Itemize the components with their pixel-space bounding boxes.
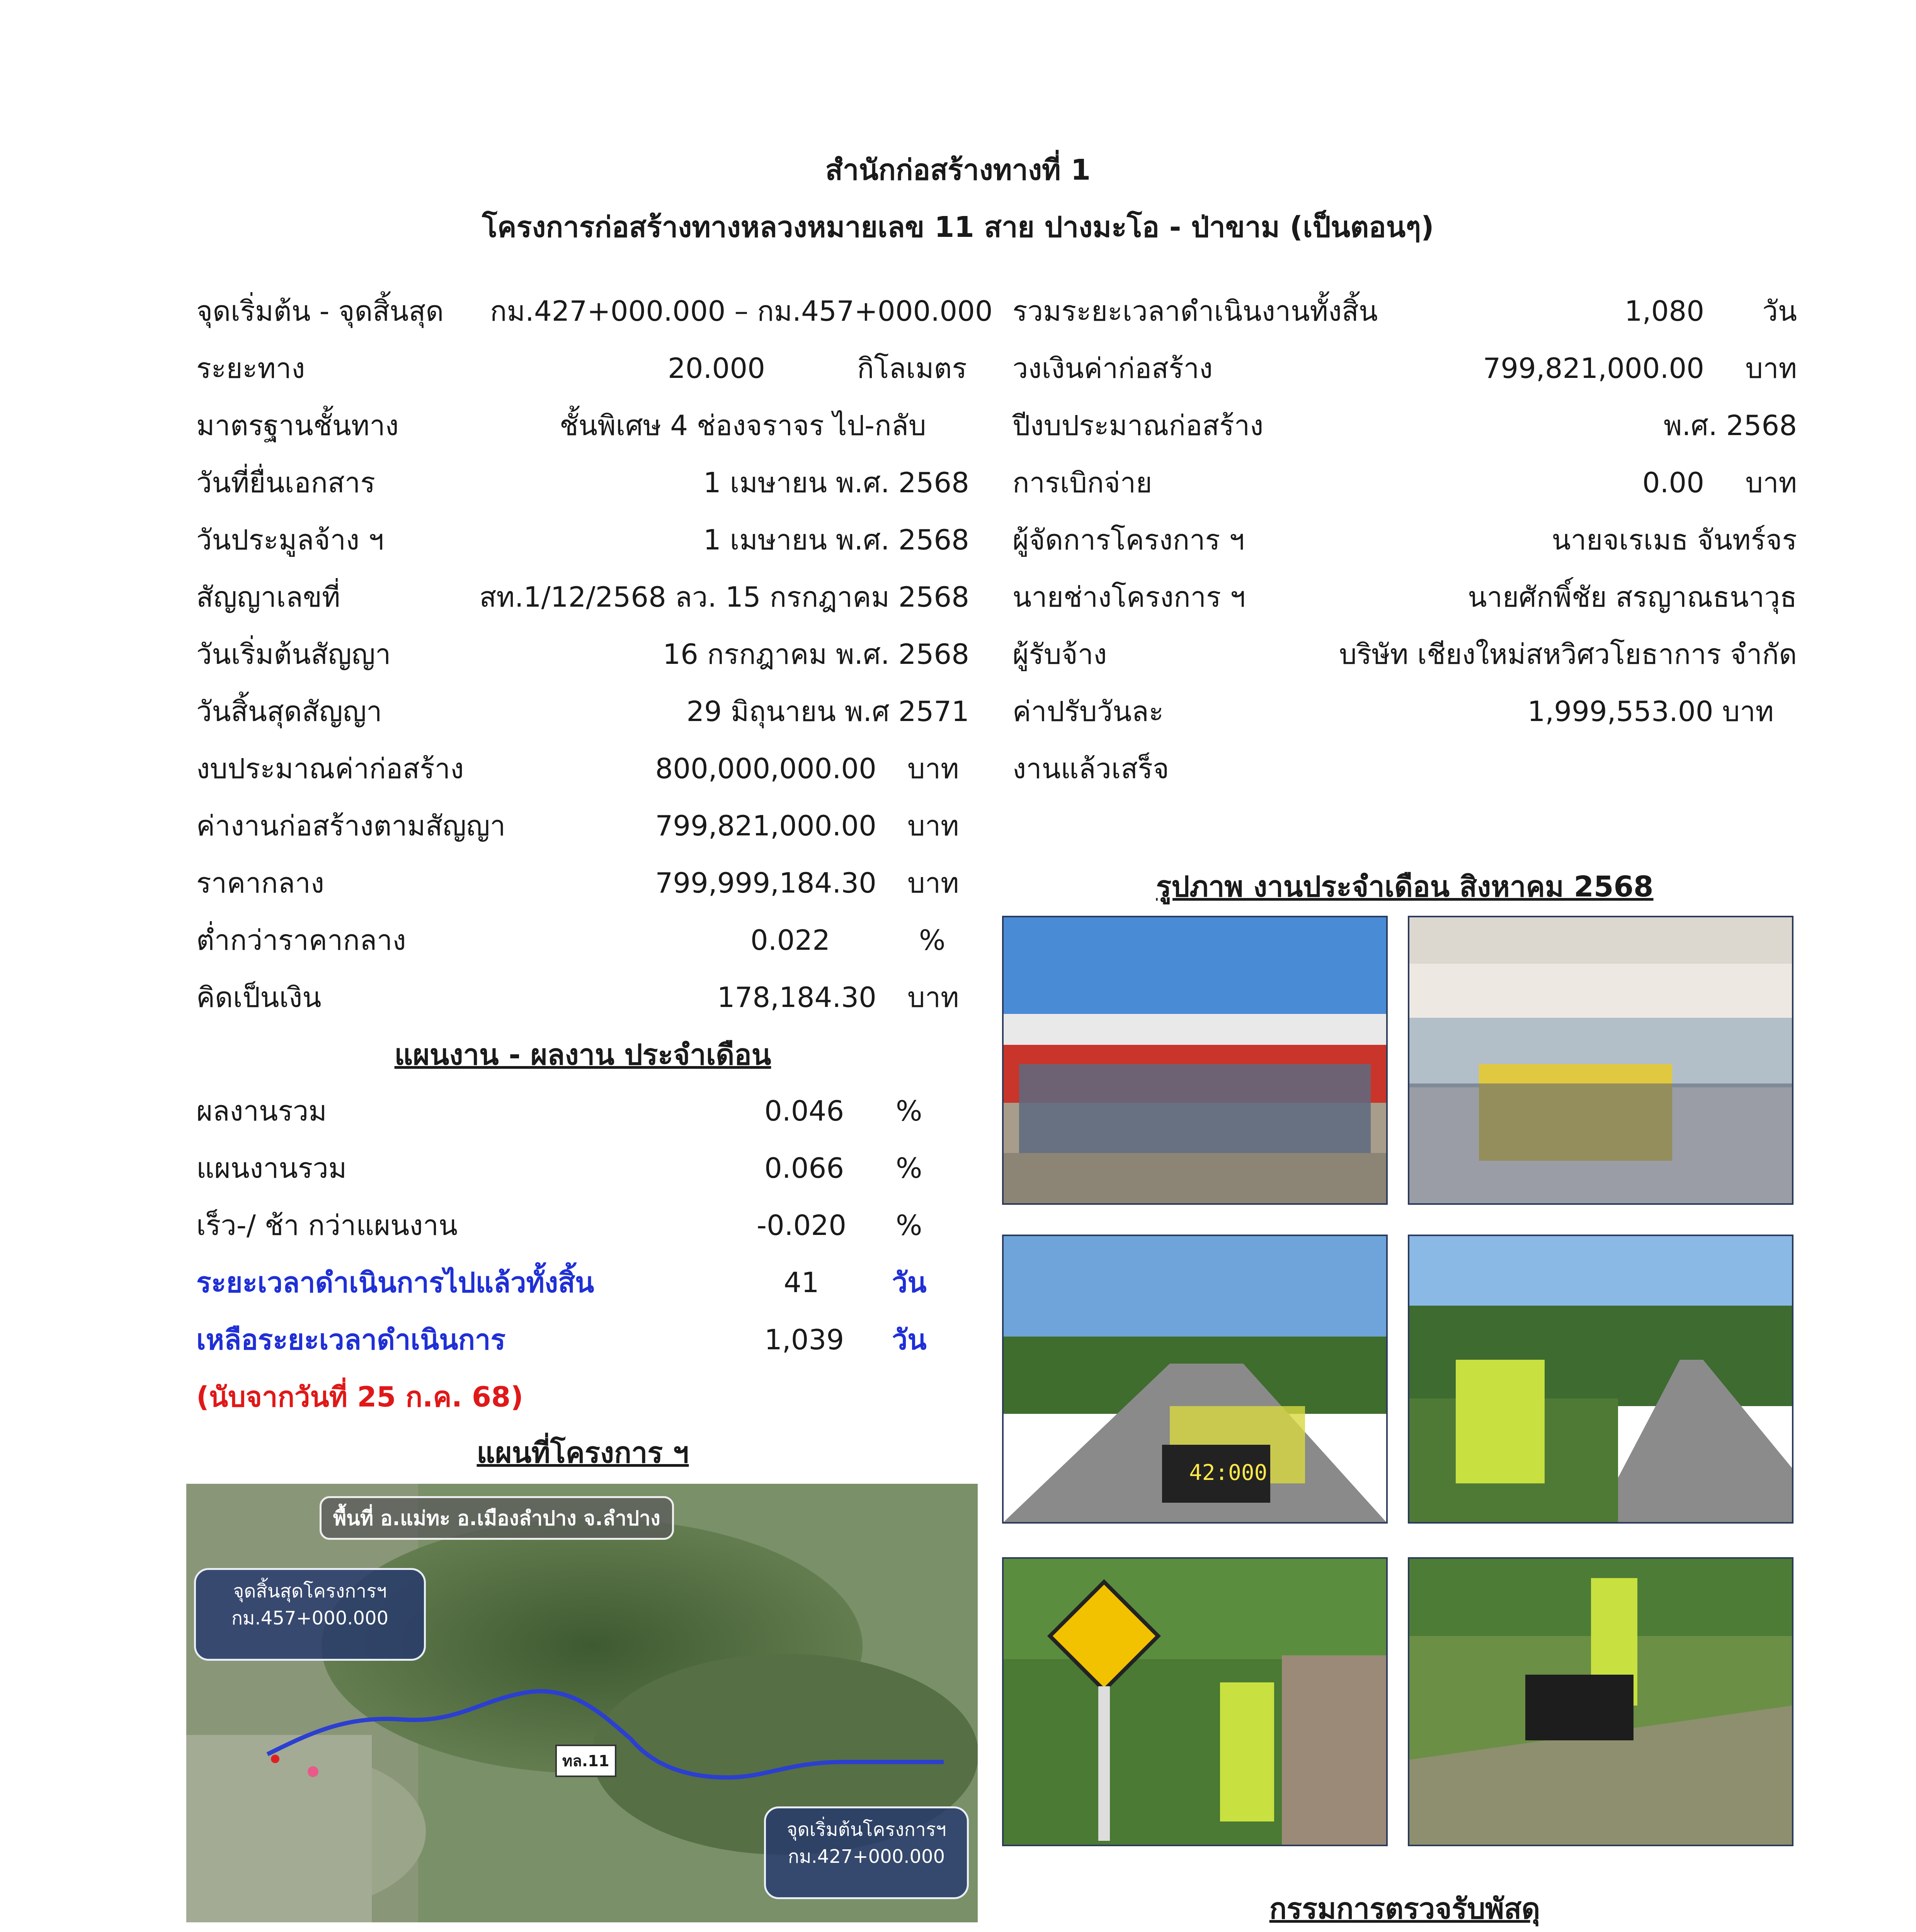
info-label: ผู้จัดการโครงการ ฯ: [1012, 524, 1245, 556]
info-row: [196, 520, 969, 559]
photo-sign: [1002, 1557, 1388, 1846]
start-point-label: จุดเริ่มต้นโครงการฯ: [786, 1819, 946, 1840]
info-row: [1012, 292, 1797, 330]
info-label: ผู้รับจ้าง: [1012, 638, 1107, 670]
info-value: 0.00: [1642, 466, 1704, 499]
info-value: ชั้นพิเศษ 4 ช่องจราจร ไป-กลับ: [560, 409, 926, 442]
info-row: [1012, 520, 1797, 559]
start-point-km: กม.427+000.000: [788, 1846, 945, 1867]
progress-row: [196, 1092, 969, 1130]
office-title: สำนักก่อสร้างทางที่ 1: [825, 153, 1091, 187]
info-row: [196, 406, 969, 445]
progress-label: เร็ว-/ ช้า กว่าแผนงาน: [196, 1209, 458, 1242]
project-map: [186, 1484, 978, 1922]
info-label: วันที่ยื่นเอกสาร: [196, 466, 376, 499]
photo-measure-tape: [1408, 1557, 1793, 1846]
info-row: [1012, 578, 1797, 616]
info-value: สท.1/12/2568 ลว. 15 กรกฎาคม 2568: [479, 581, 969, 613]
info-row: [196, 578, 969, 616]
remaining-row: [196, 1320, 969, 1359]
committee-title: กรรมการตรวจรับพัสดุ: [1269, 1892, 1540, 1925]
info-label: วันประมูลจ้าง ฯ: [196, 524, 384, 556]
progress-unit: %: [896, 1152, 922, 1184]
info-value: 799,821,000.00: [655, 810, 876, 842]
area-label: พื้นที่ อ.แม่ทะ อ.เมืองลำปาง จ.ลำปาง: [320, 1496, 674, 1540]
remaining-label: เหลือระยะเวลาดำเนินการ: [196, 1323, 506, 1356]
info-unit: วัน: [1762, 295, 1797, 327]
photo-road-measure: [1002, 1235, 1388, 1524]
elapsed-row: [196, 1263, 969, 1302]
elapsed-value: 41: [784, 1266, 819, 1299]
info-label: ค่าปรับวันละ: [1012, 695, 1164, 728]
info-label: มาตรฐานชั้นทาง: [196, 409, 399, 442]
info-label: งานแล้วเสร็จ: [1012, 752, 1169, 785]
info-value: 16 กรกฎาคม พ.ศ. 2568: [663, 638, 969, 670]
info-value: นายศักพิ์ชัย สรญาณธนาวุธ: [1468, 581, 1797, 613]
progress-row: [196, 1206, 969, 1245]
start-point-callout: [764, 1806, 969, 1899]
info-label: ระยะทาง: [196, 352, 305, 384]
info-value: 1,080: [1624, 295, 1704, 327]
info-row: [196, 635, 969, 673]
progress-value: -0.020: [757, 1209, 847, 1242]
progress-unit: %: [896, 1095, 922, 1127]
count-note: [196, 1378, 969, 1416]
info-label: สัญญาเลขที่: [196, 581, 340, 613]
progress-label: แผนงานรวม: [196, 1152, 347, 1184]
info-row: [1012, 749, 1797, 788]
info-unit: %: [919, 924, 946, 956]
progress-row: [196, 1149, 969, 1187]
info-row: [196, 463, 969, 502]
info-unit: บาท: [907, 867, 959, 899]
info-value: 178,184.30: [717, 981, 876, 1014]
elapsed-label: ระยะเวลาดำเนินการไปแล้วทั้งสิ้น: [196, 1266, 594, 1299]
info-unit: บาท: [907, 810, 959, 842]
project-title: โครงการก่อสร้างทางหลวงหมายเลข 11 สาย ปางมะโอ - ป่าขาม (เป็นตอนๆ): [482, 211, 1434, 244]
info-value: 799,999,184.30: [655, 867, 876, 899]
info-row: [1012, 635, 1797, 673]
project-map-title: แผนที่โครงการ ฯ: [476, 1436, 689, 1469]
info-label: ราคากลาง: [196, 867, 324, 899]
info-label: วันเริ่มต้นสัญญา: [196, 638, 391, 670]
progress-value: 0.066: [764, 1152, 844, 1184]
info-row: [196, 292, 993, 330]
info-row: [1012, 406, 1797, 445]
info-value: กม.427+000.000 – กม.457+000.000: [490, 295, 993, 327]
info-row: [196, 749, 969, 788]
info-value: 1,999,553.00 บาท: [1527, 695, 1774, 728]
info-label: ต่ำกว่าราคากลาง: [196, 924, 406, 956]
info-label: คิดเป็นเงิน: [196, 981, 322, 1014]
progress-label: ผลงานรวม: [196, 1095, 327, 1127]
info-value: 0.022: [750, 924, 830, 956]
speed-display: 42:000: [1189, 1460, 1268, 1485]
info-value: 1 เมษายน พ.ศ. 2568: [703, 466, 969, 499]
elapsed-unit: วัน: [892, 1266, 927, 1299]
info-row: [196, 921, 969, 959]
info-unit: กิโลเมตร: [857, 352, 967, 384]
info-row: [196, 349, 969, 388]
end-point-callout: [194, 1568, 426, 1661]
info-label: งบประมาณค่าก่อสร้าง: [196, 752, 464, 785]
info-value: บริษัท เชียงใหม่สหวิศวโยธาการ จำกัด: [1339, 638, 1797, 670]
info-label: จุดเริ่มต้น - จุดสิ้นสุด: [196, 295, 444, 327]
end-point-label: จุดสิ้นสุดโครงการฯ: [233, 1580, 387, 1602]
info-row: [196, 806, 969, 845]
info-unit: บาท: [907, 752, 959, 785]
info-label: ค่างานก่อสร้างตามสัญญา: [196, 810, 506, 842]
info-row: [196, 864, 969, 902]
progress-value: 0.046: [764, 1095, 844, 1127]
end-point-km: กม.457+000.000: [231, 1607, 389, 1629]
info-row: [1012, 692, 1797, 731]
info-label: รวมระยะเวลาดำเนินงานทั้งสิ้น: [1012, 295, 1378, 327]
info-value: 799,821,000.00: [1483, 352, 1704, 384]
count-note-text: (นับจากวันที่ 25 ก.ค. 68): [196, 1381, 524, 1413]
photos-title: รูปภาพ งานประจำเดือน สิงหาคม 2568: [1156, 870, 1654, 903]
photo-survey: [1408, 1235, 1793, 1524]
photo-meeting: [1408, 916, 1793, 1205]
info-label: วันสิ้นสุดสัญญา: [196, 695, 382, 728]
info-value: 1 เมษายน พ.ศ. 2568: [703, 524, 969, 556]
progress-unit: %: [896, 1209, 922, 1242]
progress-title: แผนงาน - ผลงาน ประจำเดือน: [394, 1038, 771, 1071]
road-tag: ทล.11: [555, 1745, 616, 1777]
info-unit: บาท: [1745, 466, 1797, 499]
remaining-unit: วัน: [892, 1323, 927, 1356]
info-value: พ.ศ. 2568: [1663, 409, 1797, 442]
info-row: [196, 978, 969, 1017]
info-unit: บาท: [1745, 352, 1797, 384]
photo-group: [1002, 916, 1388, 1205]
info-row: [1012, 349, 1797, 388]
info-label: วงเงินค่าก่อสร้าง: [1012, 352, 1213, 384]
info-row: [196, 692, 969, 731]
info-unit: บาท: [907, 981, 959, 1014]
info-value: 20.000: [668, 352, 765, 384]
info-value: 800,000,000.00: [655, 752, 876, 785]
info-label: การเบิกจ่าย: [1012, 466, 1152, 499]
info-label: นายช่างโครงการ ฯ: [1012, 581, 1246, 613]
info-row: [1012, 463, 1797, 502]
info-value: 29 มิถุนายน พ.ศ 2571: [686, 695, 969, 728]
remaining-value: 1,039: [764, 1323, 844, 1356]
info-label: ปีงบประมาณก่อสร้าง: [1012, 409, 1264, 442]
info-value: นายจเรเมธ จันทร์จร: [1552, 524, 1797, 556]
